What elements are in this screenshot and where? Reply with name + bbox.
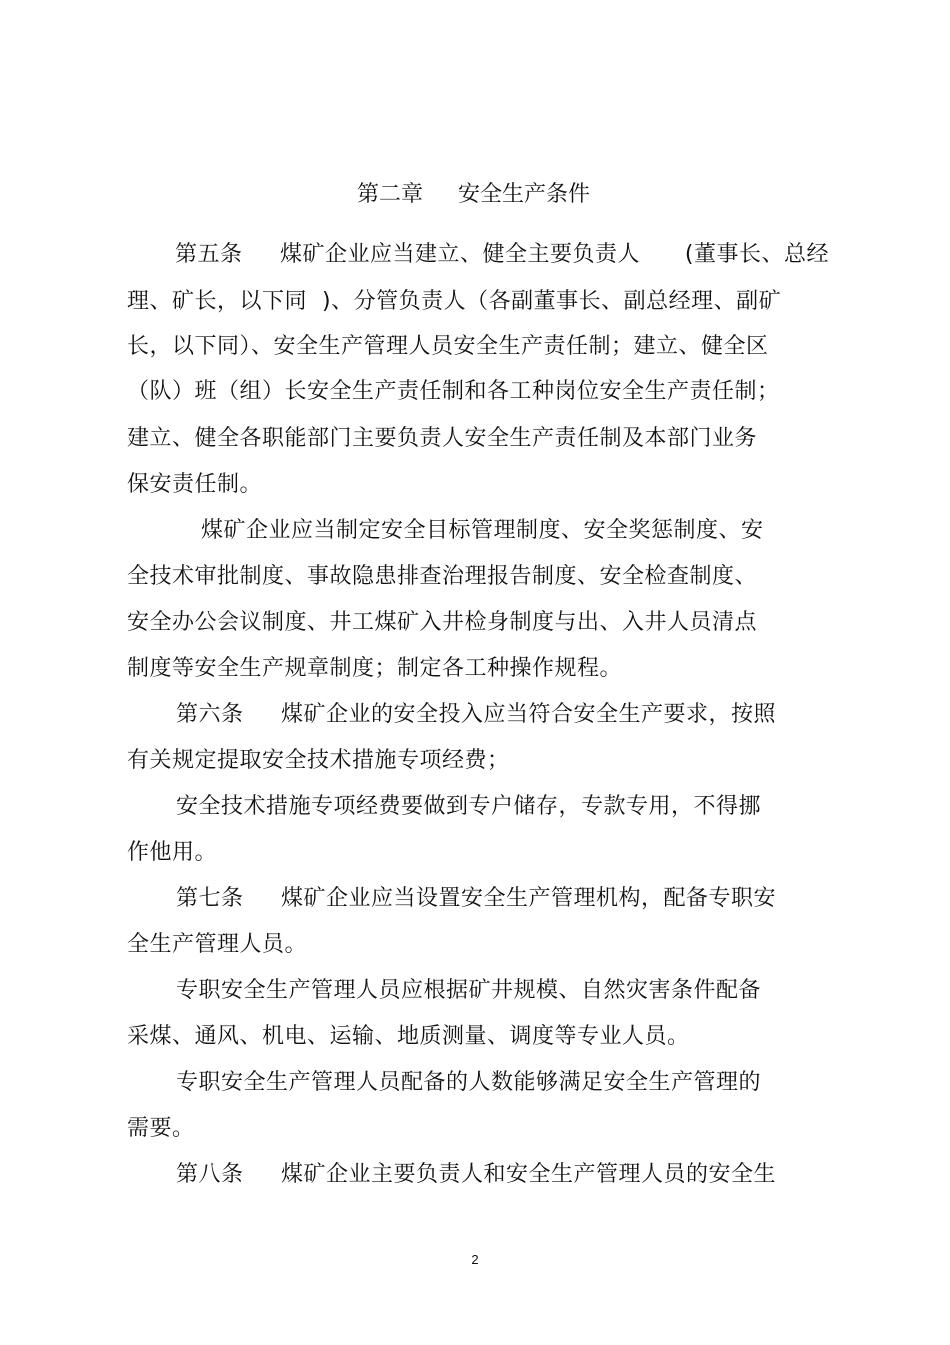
text-line: 有关规定提取安全技术措施专项经费； (127, 748, 510, 773)
text-line: 煤矿企业应当制定安全目标管理制度、安全奖惩制度、安 (201, 518, 764, 543)
chapter-title: 第二章 安全生产条件 (357, 182, 590, 207)
text-line: 安全办公会议制度、井工煤矿入井检身制度与出、入井人员清点 (127, 610, 758, 635)
text-line: 全技术审批制度、事故隐患排查治理报告制度、安全检查制度、 (127, 564, 758, 589)
text-line: 第八条 煤矿企业主要负责人和安全生产管理人员的安全生 (176, 1162, 776, 1187)
text-line: 专职安全生产管理人员应根据矿井规模、自然灾害条件配备 (176, 978, 762, 1003)
text-line: 理、矿长，以下同 )、分管负责人（各副董事长、副总经理、副矿 (127, 289, 782, 314)
text-line: 长，以下同）、安全生产管理人员安全生产责任制；建立、健全区 (127, 334, 769, 359)
page-number: 2 (471, 1252, 479, 1267)
text-line: 第七条 煤矿企业应当设置安全生产管理机构，配备专职安 (176, 886, 776, 911)
text-line: 安全技术措施专项经费要做到专户储存，专款专用，不得挪 (176, 794, 762, 819)
text-line: 建立、健全各职能部门主要负责人安全生产责任制及本部门业务 (127, 426, 758, 451)
text-line: 专职安全生产管理人员配备的人数能够满足安全生产管理的 (176, 1070, 762, 1095)
text-line: 作他用。 (127, 840, 218, 865)
text-line: 保安责任制。 (127, 472, 263, 497)
text-line: 全生产管理人员。 (127, 932, 308, 957)
text-line: 需要。 (127, 1116, 195, 1141)
text-line: 第六条 煤矿企业的安全投入应当符合安全生产要求，按照 (176, 702, 776, 727)
text-line: 采煤、通风、机电、运输、地质测量、调度等专业人员。 (127, 1024, 690, 1049)
text-line: 第五条 煤矿企业应当建立、健全主要负责人 (董事长、总经 (175, 242, 830, 267)
text-line: 制度等安全生产规章制度；制定各工种操作规程。 (127, 656, 623, 681)
text-line: （队）班（组）长安全生产责任制和各工种岗位安全生产责任制； (127, 379, 780, 404)
